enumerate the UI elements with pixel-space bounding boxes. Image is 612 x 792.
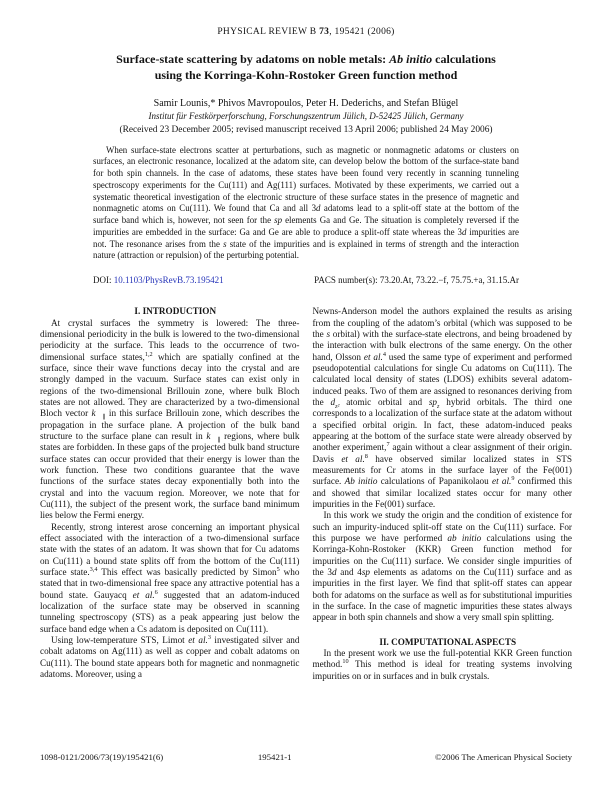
section-heading-computational: II. COMPUTATIONAL ASPECTS — [379, 636, 517, 647]
computational-paragraph-1: In the present work we use the full-potential KKR Green function method.$^{10}$ This method is ideal for treating systems involving impurities on or in surfaces and in bulk crystals. — [312, 648, 572, 681]
intro-paragraph-4: In this work we study the origin and the condition of existence for such an impurity-induced split-off state on the Cu(111) surface. For this purpose we have performed ab initio calculations using the Korringa-Kohn-Rostoker (KKR) Green function method for impurities on the Cu(111) surface. We consider single impurities of the 3d and 4sp elements as adatoms on the Cu(111) surface and as impurities in the first layer. We find that split-off states can appear both for adatoms on the surface as well as for substitutional impurities in the surface. In the case of magnetic impurities these states always appear in both spin channels and show a very small spin splitting. — [312, 510, 572, 623]
right-column — [313, 306, 573, 682]
doi-pacs-line — [93, 275, 519, 285]
doi-container — [93, 275, 224, 285]
footer-copyright: ©2006 The American Physical Society — [435, 752, 572, 762]
two-column-body — [0, 306, 612, 682]
doi-label: DOI: — [93, 275, 114, 286]
received-line: (Received 23 December 2005; revised manuscript received 13 April 2006; published 24 May 2006) — [119, 124, 493, 135]
journal-header: PHYSICAL REVIEW B 73, 195421 (2006) — [217, 27, 395, 37]
intro-paragraph-1: At crystal surfaces the symmetry is lowered: The three-dimensional periodicity in the bulk is lowered to the two-dimensional periodicity at the surface. This leads to the occurrence of two-dimensional surface states,$^{1,2}$ which are spatially confined at the surface, since their wave functions decay into the crystal and are strongly damped in the vacuum. Surface states can exist only in regions of the two-dimensional Brillouin zone, where bulk Bloch states are not allowed. They are characterized by a two-dimensional Bloch vector $k⃗_\parallel$ in this surface Brillouin zone, which describes the propagation in the surface plane. A projection of the bulk band structure to the surface plane can result in $k⃗_\parallel$ regions, where bulk states are forbidden. In these gaps of the projected bulk band structure surface states can occur provided that their energy is lower than the work function. These two conditions guarantee that the wave functions of the surface states decay exponentially both into the crystal and into the vacuum region. Moreover, we note that for Cu(111), the subject of the present work, the surface band minimum lies below the Fermi energy. — [40, 317, 300, 521]
page-title-line1: Surface-state scattering by adatoms on noble metals: Ab initio calculations — [116, 52, 496, 66]
intro-paragraph-3: Using low-temperature STS, Limot et al.$^3$ investigated silver and cobalt adatoms on Ag(111) as well as copper and cobalt adatoms on Cu(111). The bound state appears both for magnetic and nonmagnetic adatoms. Moreover, using a — [40, 634, 300, 680]
authors-line: Samir Lounis,* Phivos Mavropoulos, Peter H. Dederichs, and Stefan Blügel — [153, 97, 459, 109]
footer-page-number: 195421-1 — [257, 752, 292, 762]
section-heading-introduction: I. INTRODUCTION — [134, 306, 217, 317]
intro-paragraph-2: Recently, strong interest arose concerning an important physical effect associated with the interaction of a two-dimensional surface state with the states of an adatom. It was shown that for Cu adatoms on Cu(111) a bound state splits off from the bottom of the Cu(111) surface state.$^{3,4}$ This effect was basically predicted by Simon$^5$ who stated that in two-dimensional free space any attractive potential has a bound state. Gauyacq et al.$^6$ suggested that an adatom-induced localization of the surface state may be observed in scanning tunneling spectroscopy (STS) as a peak appearing just below the surface band edge when a Cs adatom is deposited on Cu(111). — [40, 521, 300, 634]
footer-issn-code: 1098-0121/2006/73(19)/195421(6) — [40, 752, 164, 762]
left-column — [40, 306, 300, 682]
page-footer — [40, 752, 572, 762]
page-title-line2: using the Korringa-Kohn-Rostoker Green function method — [154, 67, 458, 82]
pacs-text: PACS number(s): 73.20.At, 73.22.−f, 75.75.+a, 31.15.Ar — [314, 275, 519, 286]
affiliation-line: Institut für Festkörperforschung, Forschungszentrum Jülich, D-52425 Jülich, Germany — [148, 110, 464, 121]
intro-paragraph-3-continued: Newns-Anderson model the authors explained the results as arising from the coupling of the adatom’s orbital (which was supposed to be the s orbital) with the surface-state electrons, and being broadened by the interaction with bulk electrons of the same energy. On the other hand, Olsson et al.$^4$ used the same type of experiment and performed pseudopotential calculations for single Cu adatoms on Cu(111). The calculated local density of states (LDOS) exhibits several adatom-induced peaks. Two of them are assigned to resonances deriving from the $d_{z^2}$ atomic orbital and $sp_z$ hybrid orbitals. The third one corresponds to a localization of the surface state at the adatom without a specified orbital origin. In fact, these adatom-induced peaks appearing at the bottom of the surface state were already observed by another experiment,$^7$ again without a clear assignment of their origin. Davis et al.$^8$ have observed similar localized states in STS measurements for Cr atoms in the surface layer of the Fe(001) surface. Ab initio calculations of Papanikolaou et al.$^9$ confirmed this and showed that similar localized states occur for many other impurities in the Fe(001) surface. — [312, 306, 573, 509]
abstract-text: When surface-state electrons scatter at perturbations, such as magnetic or nonmagnetic adatoms or clusters on surfaces, an electronic resonance, localized at the adatom site, can develop below the bottom of the surface-state band for both spin channels. In the case of adatoms, these states have been found very recently in scanning tunneling spectroscopy experiments for the Cu(111) and Ag(111) surfaces. Motivated by these experiments, we carried out a systematic theoretical investigation of the electronic structure of these surface states in the presence of magnetic and nonmagnetic atoms on Cu(111). We found that Ca and all 3d adatoms lead to a split-off state at the bottom of the surface band which is, however, not seen for the sp elements Ga and Ge. The situation is completely reversed if the impurities are embedded in the surface: Ga and Ge are able to produce a split-off state whereas the 3d impurities are not. The resonance arises from the s state of the impurities and is explained in terms of strength and the interaction nature (attraction or repulsion) of the perturbing potential. — [93, 144, 519, 261]
page-title — [0, 52, 612, 84]
doi-link[interactable]: 10.1103/PhysRevB.73.195421 — [113, 275, 224, 286]
